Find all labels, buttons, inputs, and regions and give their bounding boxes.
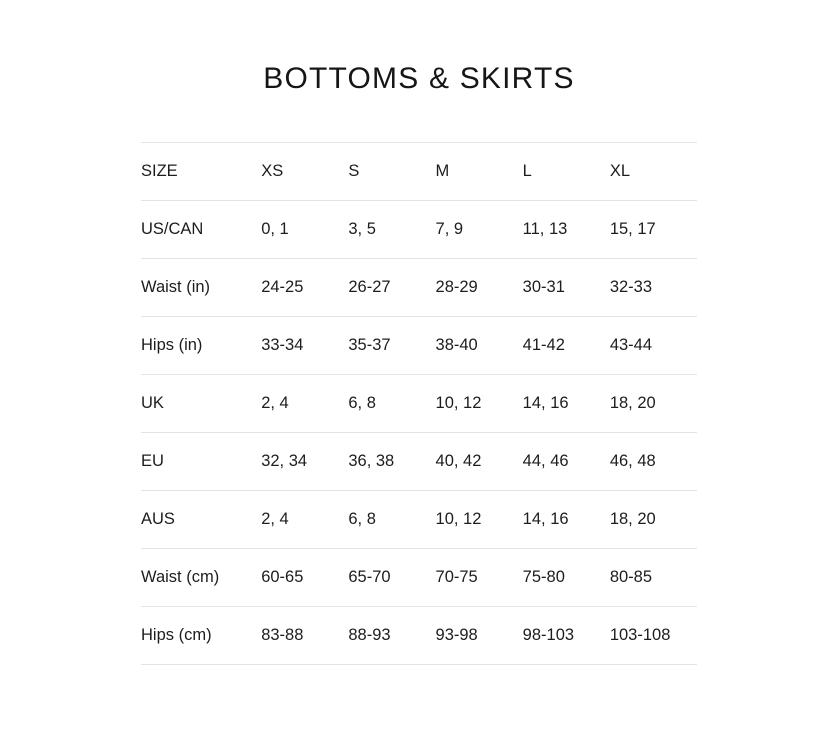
row-value: 11, 13 xyxy=(523,201,610,259)
row-label: Hips (cm) xyxy=(141,607,261,665)
table-row xyxy=(141,201,697,259)
row-value: 26-27 xyxy=(348,259,435,317)
row-value: 93-98 xyxy=(436,607,523,665)
row-value: 2, 4 xyxy=(261,491,348,549)
row-value: 0, 1 xyxy=(261,201,348,259)
row-value: 3, 5 xyxy=(348,201,435,259)
column-header-size: SIZE xyxy=(141,143,261,201)
row-value: 32-33 xyxy=(610,259,697,317)
column-header-l: L xyxy=(523,143,610,201)
column-header-s: S xyxy=(348,143,435,201)
row-value: 83-88 xyxy=(261,607,348,665)
row-value: 18, 20 xyxy=(610,491,697,549)
table-row xyxy=(141,433,697,491)
column-header-m: M xyxy=(436,143,523,201)
row-value: 103-108 xyxy=(610,607,697,665)
column-header-xs: XS xyxy=(261,143,348,201)
row-value: 7, 9 xyxy=(436,201,523,259)
table-row xyxy=(141,491,697,549)
table-row xyxy=(141,317,697,375)
row-value: 75-80 xyxy=(523,549,610,607)
row-value: 10, 12 xyxy=(436,491,523,549)
page-title: BOTTOMS & SKIRTS xyxy=(263,62,575,95)
table-row xyxy=(141,607,697,665)
row-value: 28-29 xyxy=(436,259,523,317)
row-value: 70-75 xyxy=(436,549,523,607)
row-value: 2, 4 xyxy=(261,375,348,433)
row-value: 80-85 xyxy=(610,549,697,607)
row-label: Waist (cm) xyxy=(141,549,261,607)
row-value: 6, 8 xyxy=(348,375,435,433)
row-value: 38-40 xyxy=(436,317,523,375)
table-header-row xyxy=(141,143,697,201)
row-value: 32, 34 xyxy=(261,433,348,491)
row-label: UK xyxy=(141,375,261,433)
table-row xyxy=(141,549,697,607)
row-value: 65-70 xyxy=(348,549,435,607)
row-label: Waist (in) xyxy=(141,259,261,317)
row-value: 98-103 xyxy=(523,607,610,665)
row-value: 44, 46 xyxy=(523,433,610,491)
table-row xyxy=(141,259,697,317)
row-value: 30-31 xyxy=(523,259,610,317)
row-value: 33-34 xyxy=(261,317,348,375)
column-header-xl: XL xyxy=(610,143,697,201)
row-value: 10, 12 xyxy=(436,375,523,433)
row-value: 88-93 xyxy=(348,607,435,665)
row-value: 40, 42 xyxy=(436,433,523,491)
row-value: 41-42 xyxy=(523,317,610,375)
row-label: EU xyxy=(141,433,261,491)
row-value: 15, 17 xyxy=(610,201,697,259)
row-label: US/CAN xyxy=(141,201,261,259)
row-value: 24-25 xyxy=(261,259,348,317)
row-value: 36, 38 xyxy=(348,433,435,491)
row-value: 46, 48 xyxy=(610,433,697,491)
row-value: 18, 20 xyxy=(610,375,697,433)
row-value: 60-65 xyxy=(261,549,348,607)
row-value: 43-44 xyxy=(610,317,697,375)
row-value: 14, 16 xyxy=(523,491,610,549)
table-body xyxy=(141,201,697,665)
row-label: Hips (in) xyxy=(141,317,261,375)
table-row xyxy=(141,375,697,433)
row-value: 14, 16 xyxy=(523,375,610,433)
row-value: 6, 8 xyxy=(348,491,435,549)
table-header xyxy=(141,143,697,201)
size-chart-table-wrapper xyxy=(141,142,697,665)
row-value: 35-37 xyxy=(348,317,435,375)
size-chart-table xyxy=(141,142,697,665)
row-label: AUS xyxy=(141,491,261,549)
